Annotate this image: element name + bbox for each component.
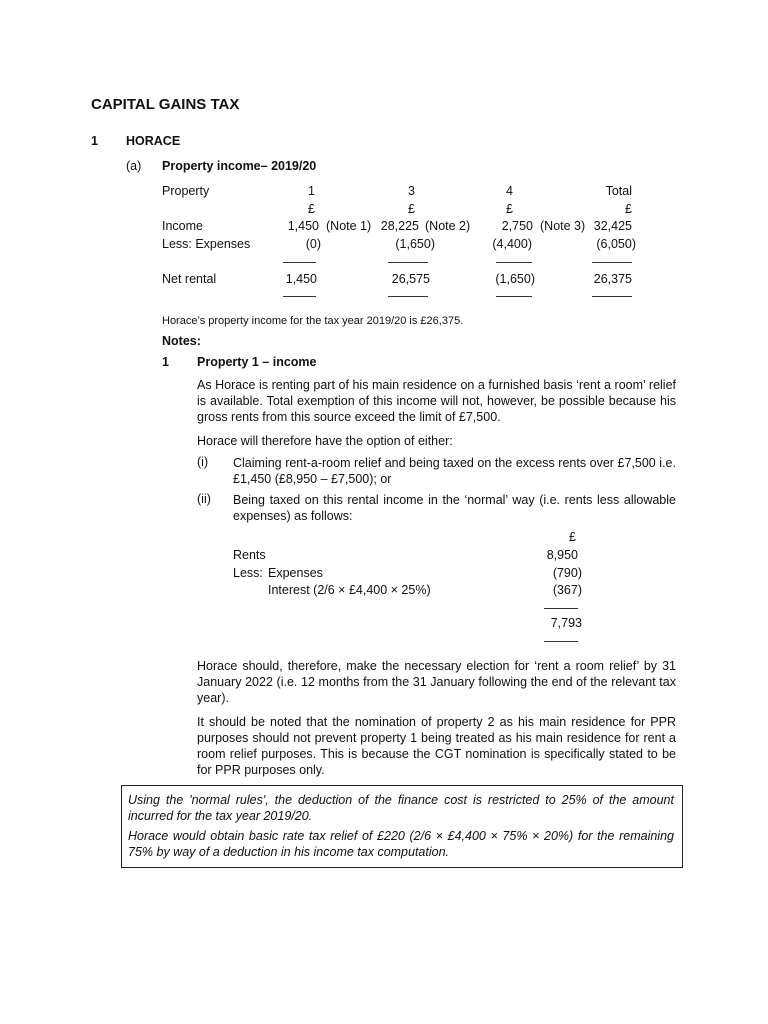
calc-currency: £: [569, 530, 576, 544]
calc-expenses-value: (790): [552, 566, 582, 580]
part-label: (a): [126, 159, 142, 173]
calc-rents-value: 8,950: [546, 548, 578, 562]
option-label-i: (i): [197, 455, 209, 469]
income-col-3: 28,225: [380, 219, 419, 233]
notes-heading: Notes:: [162, 334, 201, 348]
option-text-i: Claiming rent-a-room relief and being taxed on the excess rents over £7,500 i.e. £1,450 (£8,950 – £7,500); or: [233, 456, 676, 486]
rule-col-1: [283, 262, 316, 263]
rule-col-4: [496, 262, 532, 263]
rule-col-3: [388, 262, 428, 263]
income-note-1: (Note 1): [326, 219, 372, 233]
comment-box: [121, 785, 683, 868]
income-total: 32,425: [593, 219, 632, 233]
income-note-3: (Note 3): [540, 219, 586, 233]
net-total: 26,375: [593, 272, 632, 286]
rule-col-4-bottom: [496, 296, 532, 297]
calc-rule-bottom: [544, 641, 578, 642]
income-col-1: 1,450: [287, 219, 319, 233]
question-number: 1: [91, 134, 98, 148]
calc-expenses-label: Expenses: [268, 566, 323, 580]
net-col-3: 26,575: [391, 272, 430, 286]
net-col-1: 1,450: [285, 272, 317, 286]
income-label: Income: [162, 219, 203, 233]
currency-col-1: £: [308, 202, 315, 216]
calc-interest-value: (367): [552, 583, 582, 597]
comment-box-line-1: Using the 'normal rules', the deduction of the finance cost is restricted to 25% of the amount incurred for the tax year 2019/20.: [128, 793, 674, 823]
table-header-col-3: 3: [408, 184, 415, 198]
currency-col-total: £: [625, 202, 632, 216]
currency-col-4: £: [506, 202, 513, 216]
option-label-ii: (ii): [197, 492, 211, 506]
rule-col-total-bottom: [592, 296, 632, 297]
note-paragraph-2: Horace will therefore have the option of either:: [197, 434, 453, 448]
rule-col-3-bottom: [388, 296, 428, 297]
question-name: HORACE: [126, 134, 181, 148]
note-number: 1: [162, 355, 169, 369]
table-col-heading: Property: [162, 184, 210, 198]
part-heading: Property income– 2019/20: [162, 159, 317, 173]
expenses-total: (6,050): [596, 237, 636, 251]
comment-box-line-2: Horace would obtain basic rate tax relief of £220 (2/6 × £4,400 × 75% × 20%) for the remaining 75% by way of a deduction in his income tax computation.: [128, 829, 674, 859]
note-paragraph-4: It should be noted that the nomination of property 2 as his main residence for PPR purposes should not prevent property 1 being treated as his main residence for rent a room relief purposes. This is because the CGT nomination is specifically stated to be for PPR purposes only.: [197, 715, 676, 777]
expenses-col-3: (1,650): [395, 237, 435, 251]
note-heading: Property 1 – income: [197, 355, 317, 369]
summary-text: Horace’s property income for the tax year 2019/20 is £26,375.: [162, 315, 464, 327]
net-col-4: (1,650): [495, 272, 535, 286]
expenses-col-4: (4,400): [492, 237, 532, 251]
table-header-col-1: 1: [308, 184, 315, 198]
calc-rents-label: Rents: [233, 548, 266, 562]
note-paragraph-1: As Horace is renting part of his main residence on a furnished basis ‘rent a room’ relief is available. Total exemption of this income will not, however, be possible because his gross rents from this source exceed the limit of £7,500.: [197, 378, 676, 424]
calc-total-value: 7,793: [550, 616, 582, 630]
calc-less-label: Less:: [233, 566, 263, 580]
note-paragraph-3: Horace should, therefore, make the necessary election for ‘rent a room relief’ by 31 January 2022 (i.e. 12 months from the 31 January following the end of the relevant tax year).: [197, 659, 676, 705]
table-header-col-4: 4: [506, 184, 513, 198]
calc-interest-label: Interest (2/6 × £4,400 × 25%): [268, 583, 431, 597]
expenses-label: Less: Expenses: [162, 237, 251, 251]
income-col-4: 2,750: [501, 219, 533, 233]
net-label: Net rental: [162, 272, 217, 286]
table-header-col-total: Total: [605, 184, 632, 198]
expenses-col-1: (0): [305, 237, 321, 251]
option-text-ii: Being taxed on this rental income in the ‘normal’ way (i.e. rents less allowable expenses) as follows:: [233, 493, 676, 523]
calc-rule-top: [544, 608, 578, 609]
rule-col-total: [592, 262, 632, 263]
rule-col-1-bottom: [283, 296, 316, 297]
income-note-2: (Note 2): [425, 219, 471, 233]
page-title: CAPITAL GAINS TAX: [91, 96, 240, 113]
currency-col-3: £: [408, 202, 415, 216]
